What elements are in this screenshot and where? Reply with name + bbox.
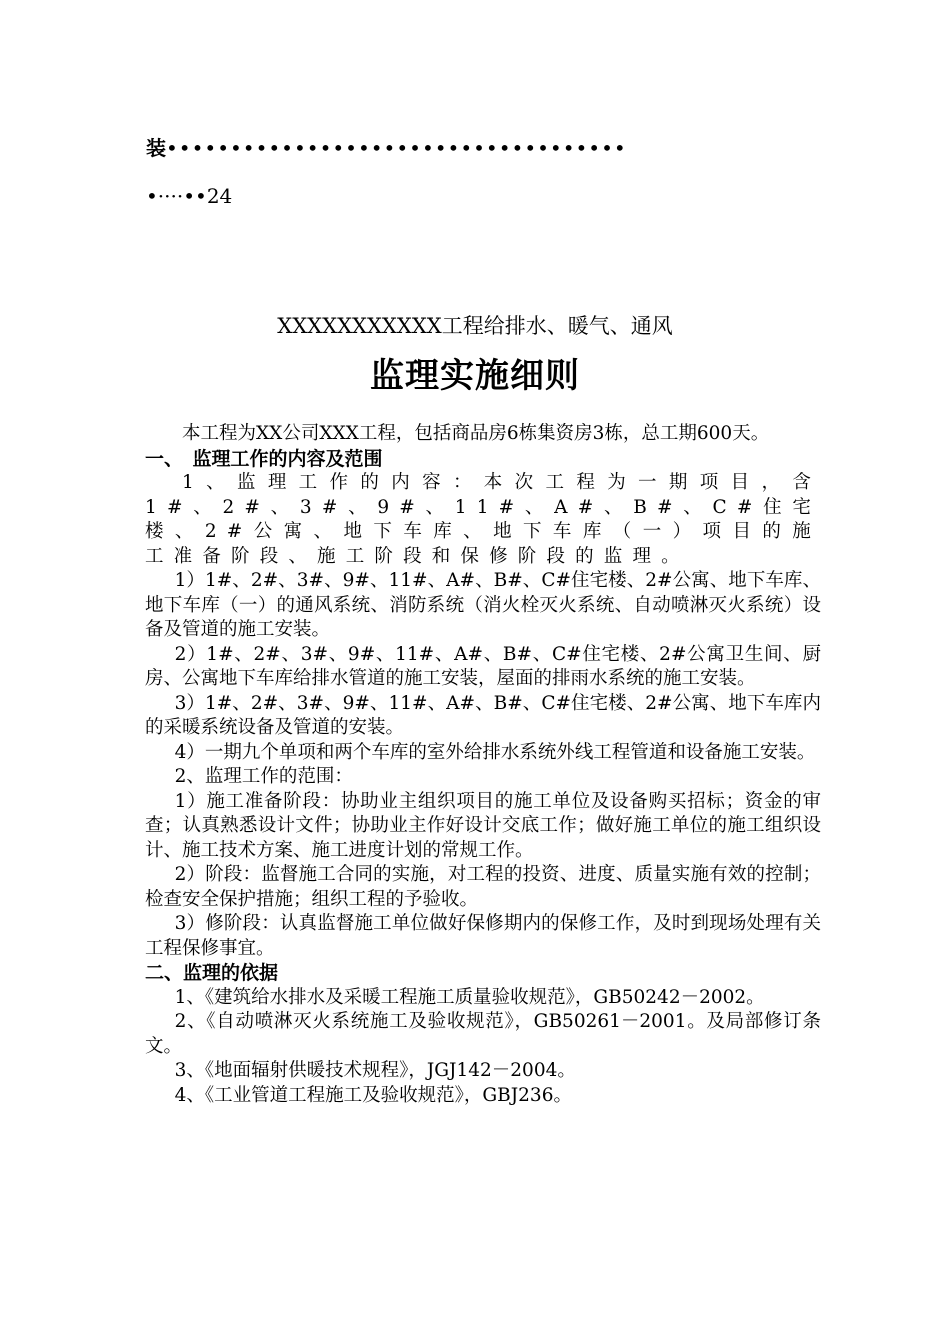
paragraph-content-item: 1、监理工作的内容：本次工程为一期项目，含1#、2#、3#、9#、11#、A#、B#、C#住宅楼、2#公寓、地下车库、地下车库（一）项目的施工准备阶段、施工阶段和保修阶段的监理。 [145, 472, 821, 567]
toc-entry-line [146, 132, 858, 161]
paragraph-scope-1: 1）施工准备阶段：协助业主组织项目的施工单位及设备购买招标；资金的审查；认真熟悉设计文件；协助业主作好设计交底工作；做好施工单位的施工组织设计、施工技术方案、施工进度计划的常规工作。 [145, 790, 821, 861]
document-title: 监理实施细则 [370, 356, 580, 396]
paragraph-scope-heading: 2、监理工作的范围： [174, 766, 353, 787]
toc-page-number-line: •····••24 [146, 184, 233, 208]
basis-item-4: 4、《工业管道工程施工及验收规范》，GBJ236。 [174, 1084, 572, 1106]
toc-leader-dots: •••••••••••••••••••••••••••••••••••• [166, 136, 627, 160]
section-heading-1: 一、 监理工作的内容及范围 [145, 447, 383, 470]
paragraph-sub-item-2: 2）1#、2#、3#、9#、11#、A#、B#、C#住宅楼、2#公寓卫生间、厨房、公寓地下车库给排水管道的施工安装，屋面的排雨水系统的施工安装。 [145, 643, 821, 689]
paragraph-sub-item-1: 1）1#、2#、3#、9#、11#、A#、B#、C#住宅楼、2#公寓、地下车库、地下车库（一）的通风系统、消防系统（消火栓灭火系统、自动喷淋灭火系统）设备及管道的施工安装。 [145, 570, 821, 640]
basis-item-2: 2、《自动喷淋灭火系统施工及验收规范》，GB50261－2001。及局部修订条文。 [145, 1011, 821, 1057]
paragraph-scope-3: 3）修阶段：认真监督施工单位做好保修期内的保修工作，及时到现场处理有关工程保修事宜。 [145, 913, 821, 959]
intro-paragraph: 本工程为XX公司XXX工程，包括商品房6栋集资房3栋，总工期600天。 [182, 423, 770, 444]
toc-entry-text: 装 [146, 136, 166, 160]
basis-item-3: 3、《地面辐射供暖技术规程》，JGJ142－2004。 [174, 1060, 576, 1081]
paragraph-scope-2: 2）阶段：监督施工合同的实施，对工程的投资、进度、质量实施有效的控制；检查安全保护措施；组织工程的予验收。 [145, 864, 821, 910]
paragraph-sub-item-4: 4）一期九个单项和两个车库的室外给排水系统外线工程管道和设备施工安装。 [174, 741, 816, 763]
basis-item-1: 1、《建筑给水排水及采暖工程施工质量验收规范》，GB50242－2002。 [174, 986, 765, 1008]
section-heading-2: 二、监理的依据 [145, 962, 279, 984]
paragraph-sub-item-3: 3）1#、2#、3#、9#、11#、A#、B#、C#住宅楼、2#公寓、地下车库内的采暖系统设备及管道的安装。 [145, 692, 821, 738]
document-subtitle: XXXXXXXXXXX工程给排水、暖气、通风 [277, 314, 673, 338]
document-body [145, 422, 821, 1108]
